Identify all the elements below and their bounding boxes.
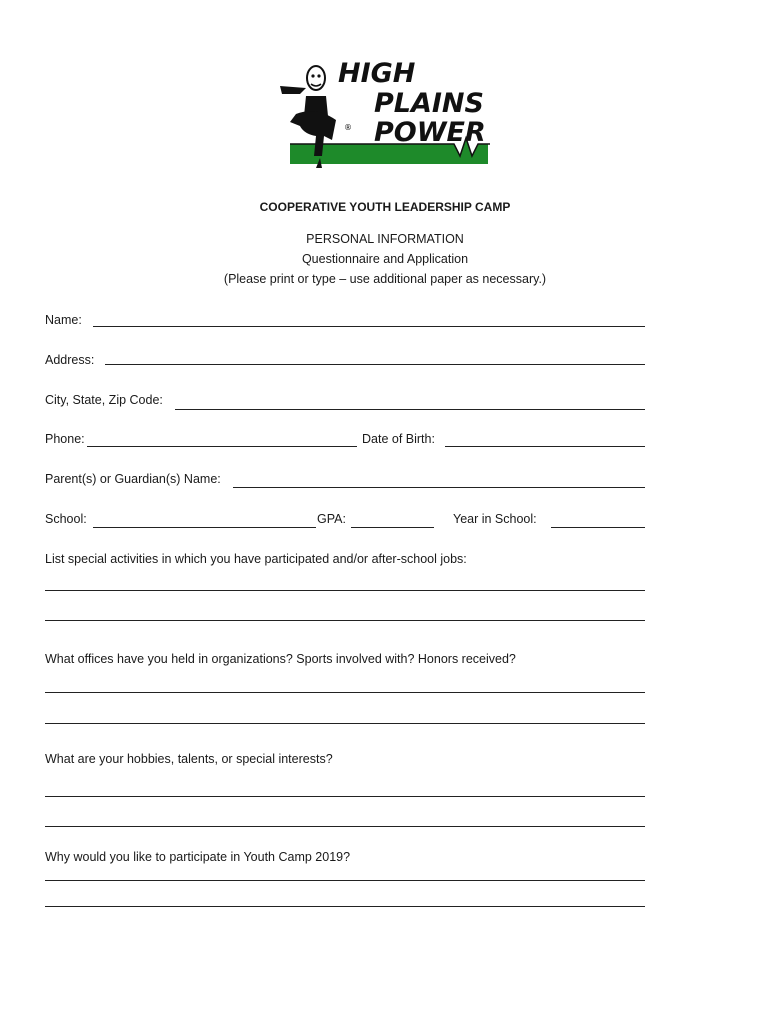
why-participate-question: Why would you like to participate in Youth Camp 2019? bbox=[45, 850, 351, 864]
name-label: Name: bbox=[45, 313, 82, 327]
form-instructions: (Please print or type – use additional paper as necessary.) bbox=[223, 272, 547, 286]
activities-answer-line-2[interactable] bbox=[45, 620, 645, 621]
logo-text-plains: PLAINS bbox=[374, 88, 484, 119]
logo-text-power: POWER bbox=[374, 117, 486, 148]
gpa-label: GPA: bbox=[317, 512, 346, 526]
school-label: School: bbox=[45, 512, 87, 526]
city-state-zip-field[interactable] bbox=[175, 409, 645, 410]
why-answer-line-2[interactable] bbox=[45, 906, 645, 907]
parent-guardian-field[interactable] bbox=[233, 487, 645, 488]
offices-question: What offices have you held in organizations? Sports involved with? Honors received? bbox=[45, 652, 516, 666]
high-plains-power-logo bbox=[276, 56, 494, 176]
hobbies-answer-line-2[interactable] bbox=[45, 826, 645, 827]
school-field[interactable] bbox=[93, 527, 316, 528]
section-subtitle: Questionnaire and Application bbox=[301, 252, 469, 266]
phone-field[interactable] bbox=[87, 446, 357, 447]
logo-text-high: HIGH bbox=[338, 58, 416, 89]
hobbies-question: What are your hobbies, talents, or special interests? bbox=[45, 752, 333, 766]
year-in-school-label: Year in School: bbox=[453, 512, 537, 526]
page-title: COOPERATIVE YOUTH LEADERSHIP CAMP bbox=[259, 200, 511, 214]
offices-answer-line-2[interactable] bbox=[45, 723, 645, 724]
registered-mark: ® bbox=[344, 123, 352, 132]
why-answer-line-1[interactable] bbox=[45, 880, 645, 881]
parent-guardian-label: Parent(s) or Guardian(s) Name: bbox=[45, 472, 221, 486]
gpa-field[interactable] bbox=[351, 527, 434, 528]
activities-question: List special activities in which you have participated and/or after-school jobs: bbox=[45, 552, 467, 566]
logo-graphic bbox=[276, 56, 494, 176]
offices-answer-line-1[interactable] bbox=[45, 692, 645, 693]
year-in-school-field[interactable] bbox=[551, 527, 645, 528]
activities-answer-line-1[interactable] bbox=[45, 590, 645, 591]
city-state-zip-label: City, State, Zip Code: bbox=[45, 393, 163, 407]
date-of-birth-label: Date of Birth: bbox=[362, 432, 435, 446]
address-field[interactable] bbox=[105, 364, 645, 365]
section-heading: PERSONAL INFORMATION bbox=[306, 232, 464, 246]
address-label: Address: bbox=[45, 353, 95, 367]
date-of-birth-field[interactable] bbox=[445, 446, 645, 447]
name-field[interactable] bbox=[93, 326, 645, 327]
hobbies-answer-line-1[interactable] bbox=[45, 796, 645, 797]
phone-label: Phone: bbox=[45, 432, 85, 446]
